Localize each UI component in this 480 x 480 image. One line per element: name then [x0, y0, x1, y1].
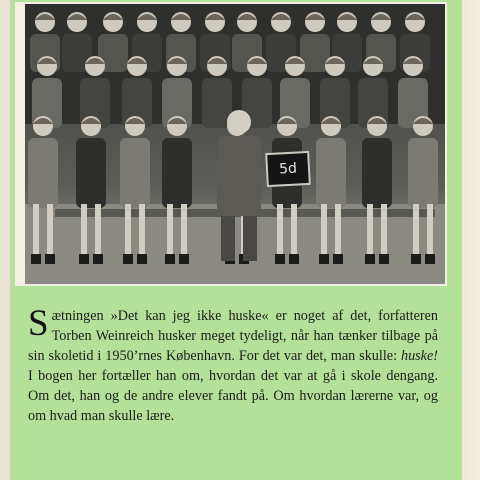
front-row-leg [367, 204, 373, 254]
front-row-leg [381, 204, 387, 254]
front-row-leg [321, 204, 327, 254]
teacher-body [217, 136, 261, 216]
front-row-leg [47, 204, 53, 254]
front-row-leg [291, 204, 297, 254]
front-row-child-body [28, 138, 58, 208]
cover-blurb [28, 303, 438, 426]
front-row-leg [81, 204, 87, 254]
front-row-leg [95, 204, 101, 254]
front-row-leg [167, 204, 173, 254]
front-row-child-body [408, 138, 438, 208]
blurb-text-part1: ætningen »Det kan jeg ikke huske« er noget af det, forfatteren Torben Weinreich husker meget tydeligt, når han tænker tilbage på sin skoletid i 1950’rnes København. For det var det, man skulle: [28, 308, 438, 364]
front-row-shoe [411, 254, 421, 264]
front-row-shoe [79, 254, 89, 264]
front-row-shoe [123, 254, 133, 264]
front-row-shoe [45, 254, 55, 264]
front-row-leg [413, 204, 419, 254]
front-row-leg [181, 204, 187, 254]
front-row-shoe [425, 254, 435, 264]
front-row-shoe [165, 254, 175, 264]
blurb-emphasis: huske! [400, 348, 438, 364]
front-row-shoe [275, 254, 285, 264]
front-row-leg [427, 204, 433, 254]
front-row-child-body [162, 138, 192, 208]
front-row-shoe [289, 254, 299, 264]
front-row-shoe [137, 254, 147, 264]
class-photo-drawing [25, 4, 445, 284]
teacher-leg [243, 216, 257, 261]
front-row-shoe [379, 254, 389, 264]
front-row-leg [125, 204, 131, 254]
front-row-shoe [365, 254, 375, 264]
front-row-shoe [319, 254, 329, 264]
teacher-leg [221, 216, 235, 261]
front-row-shoe [31, 254, 41, 264]
front-row-child-body [76, 138, 106, 208]
front-row-leg [277, 204, 283, 254]
front-row-child-body [120, 138, 150, 208]
front-row-shoe [333, 254, 343, 264]
front-row-leg [335, 204, 341, 254]
front-row-leg [139, 204, 145, 254]
front-row-leg [33, 204, 39, 254]
front-row-child-body [316, 138, 346, 208]
front-row-child-body [362, 138, 392, 208]
drop-cap: S [28, 303, 49, 344]
page-edge [462, 0, 480, 480]
blurb-text-part2: I bogen her fortæller han om, hvordan det var at gå i skole dengang. Om det, han og de andre elever fandt på. Om hvordan lærerne var, og om hvad man skulle lære. [28, 368, 438, 424]
class-photo [25, 4, 445, 284]
teacher-head [227, 110, 251, 134]
class-slate: 5d [265, 151, 311, 187]
front-row-shoe [179, 254, 189, 264]
front-row-shoe [93, 254, 103, 264]
